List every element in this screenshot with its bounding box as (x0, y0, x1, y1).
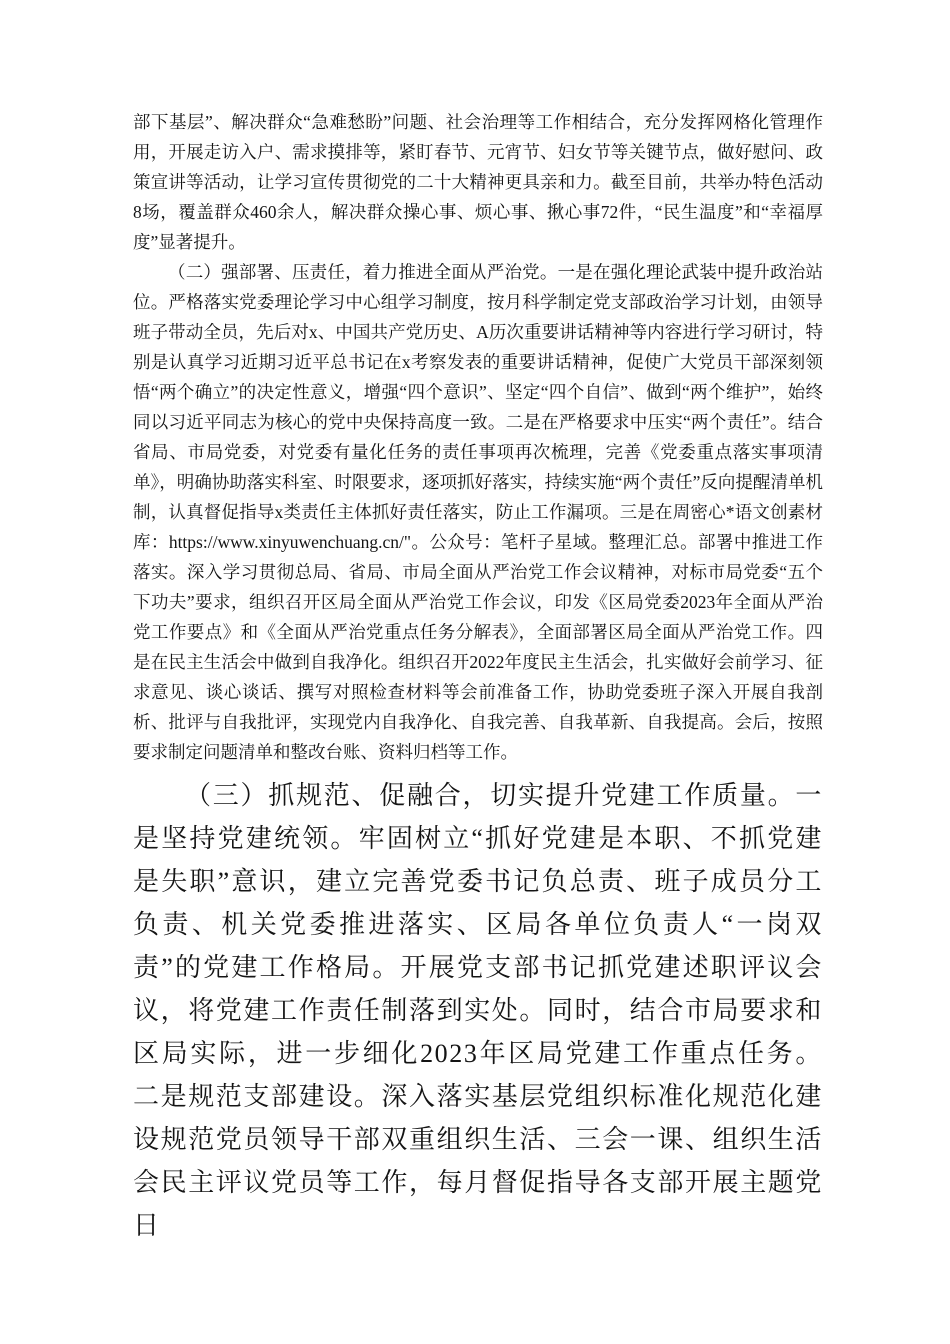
paragraph-section-3: （三）抓规范、促融合，切实提升党建工作质量。一是坚持党建统领。牢固树立“抓好党建是本职、不抓党建是失职”意识，建立完善党委书记负总责、班子成员分工负责、机关党委推进落实、区局各单位负责人“一岗双责”的党建工作格局。开展党支部书记抓党建述职评议会议，将党建工作责任制落到实处。同时，结合市局要求和区局实际，进一步细化2023年区局党建工作重点任务。二是规范支部建设。深入落实基层党组织标准化规范化建设规范党员领导干部双重组织生活、三会一课、组织生活会民主评议党员等工作，每月督促指导各支部开展主题党日 (133, 781, 824, 1240)
paragraph-section-2: （二）强部署、压责任，着力推进全面从严治党。一是在强化理论武装中提升政治站位。严格落实党委理论学习中心组学习制度，按月科学制定党支部政治学习计划，由领导班子带动全员，先后对x、中国共产党历史、A历次重要讲话精神等内容进行学习研讨，特别是认真学习近期习近平总书记在x考察发表的重要讲话精神，促使广大党员干部深刻领悟“两个确立”的决定性意义，增强“四个意识”、坚定“四个自信”、做到“两个维护”，始终同以习近平同志为核心的党中央保持高度一致。二是在严格要求中压实“两个责任”。结合省局、市局党委，对党委有量化任务的责任事项再次梳理，完善《党委重点落实事项清单》，明确协助落实科室、时限要求，逐项抓好落实，持续实施“两个责任”反向提醒清单机制，认真督促指导x类责任主体抓好责任落实，防止工作漏项。三是在周密心*语文创素材库：https://www.xinyuwenchuang.cn/"。公众号：笔杆子星域。整理汇总。部署中推进工作落实。深入学习贯彻总局、省局、市局全面从严治党工作会议精神，对标市局党委“五个下功夫”要求，组织召开区局全面从严治党工作会议，印发《区局党委2023年全面从严治党工作要点》和《全面从严治党重点任务分解表》，全面部署区局全面从严治党工作。四是在民主生活会中做到自我净化。组织召开2022年度民主生活会，扎实做好会前学习、征求意见、谈心谈话、撰写对照检查材料等会前准备工作，协助党委班子深入开展自我剖析、批评与自我批评，实现党内自我净化、自我完善、自我革新、自我提高。会后，按照要求制定问题清单和整改台账、资料归档等工作。 (133, 262, 823, 762)
paragraph-continuation: 部下基层”、解决群众“急难愁盼”问题、社会治理等工作相结合，充分发挥网格化管理作用，开展走访入户、需求摸排等，紧盯春节、元宵节、妇女节等关键节点，做好慰问、政策宣讲等活动，让学习宣传贯彻党的二十大精神更具亲和力。截至目前，共举办特色活动8场，覆盖群众460余人，解决群众操心事、烦心事、揪心事72件，“民生温度”和“幸福厚度”显著提升。 (133, 112, 823, 252)
